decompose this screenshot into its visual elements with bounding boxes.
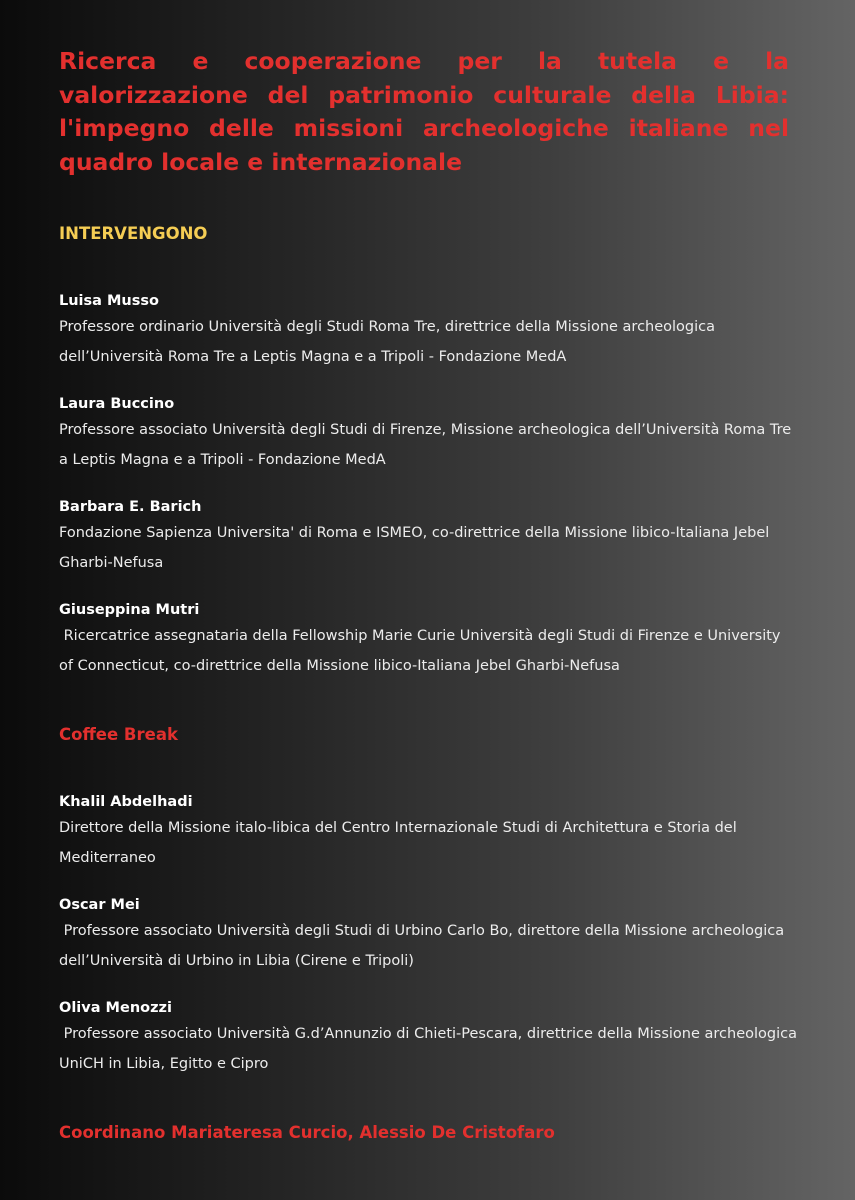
speaker-role: Professore ordinario Università degli Studi Roma Tre, direttrice della Missione archeologica dell’Università Roma Tre a Leptis Magna e a Tripoli - Fondazione MedA [59, 319, 720, 365]
speaker-entry [59, 393, 799, 475]
coffee-break-heading: Coffee Break [59, 725, 178, 744]
speaker-name: Oscar Mei [59, 897, 140, 913]
speaker-role: Professore associato Università G.d’Annunzio di Chieti-Pescara, direttrice della Missione archeologica UniCH in Libia, Egitto e Cipro [59, 1026, 802, 1072]
speaker-name: Luisa Musso [59, 293, 159, 309]
coordinators-line: Coordinano Mariateresa Curcio, Alessio De Cristofaro [59, 1123, 555, 1142]
intervengono-heading: INTERVENGONO [59, 224, 208, 243]
speaker-role: Fondazione Sapienza Universita' di Roma e ISMEO, co-direttrice della Missione libico-Italiana Jebel Gharbi-Nefusa [59, 525, 774, 571]
speaker-role: Direttore della Missione italo-libica del Centro Internazionale Studi di Architettura e Storia del Mediterraneo [59, 820, 742, 866]
speaker-role: Professore associato Università degli Studi di Firenze, Missione archeologica dell’Università Roma Tre a Leptis Magna e a Tripoli - Fondazione MedA [59, 422, 796, 468]
speaker-name: Laura Buccino [59, 396, 175, 412]
speaker-entry [59, 997, 802, 1079]
page-title: Ricerca e cooperazione per la tutela e la valorizzazione del patrimonio culturale della Libia: l'impegno delle missioni archeologiche italiane nel quadro locale e internazionale [59, 47, 789, 176]
speaker-name: Khalil Abdelhadi [59, 794, 193, 810]
speaker-role: Professore associato Università degli Studi di Urbino Carlo Bo, direttore della Missione archeologica dell’Università di Urbino in Libia (Cirene e Tripoli) [59, 923, 789, 969]
speaker-name: Barbara E. Barich [59, 499, 202, 515]
speaker-entry [59, 894, 799, 976]
speaker-role: Ricercatrice assegnataria della Fellowship Marie Curie Università degli Studi di Firenze e University of Connecticut, co-direttrice della Missione libico-Italiana Jebel Gharbi-Nefusa [59, 628, 786, 674]
speaker-name: Giuseppina Mutri [59, 602, 200, 618]
speaker-entry [59, 599, 799, 681]
speaker-name: Oliva Menozzi [59, 1000, 172, 1016]
speaker-entry [59, 791, 799, 873]
speaker-entry [59, 496, 799, 578]
speaker-entry [59, 290, 799, 372]
